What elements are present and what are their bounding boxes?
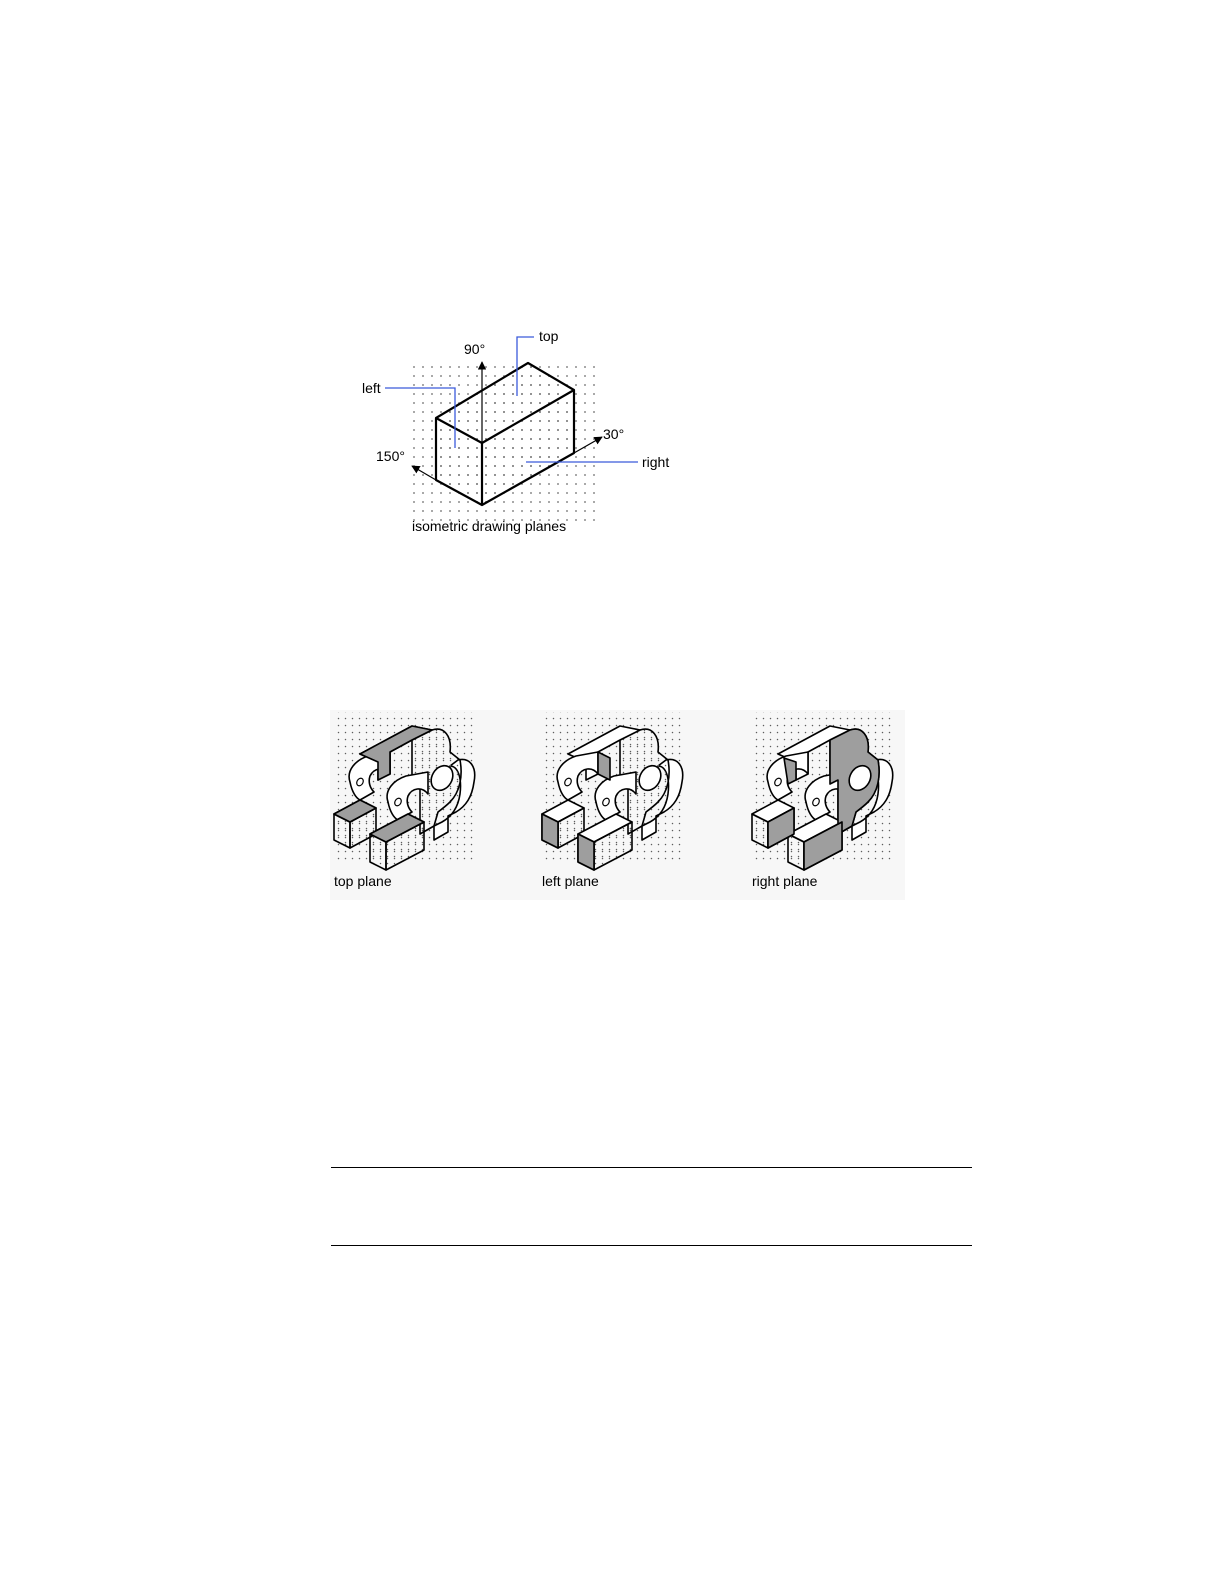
horizontal-rule-lower bbox=[331, 1245, 972, 1246]
panel-caption: top plane bbox=[334, 873, 392, 889]
label-150: 150° bbox=[376, 448, 405, 464]
label-30: 30° bbox=[603, 426, 625, 442]
figure-caption: isometric drawing planes bbox=[412, 518, 567, 534]
label-left: left bbox=[362, 380, 381, 396]
isoplane-panels-figure bbox=[330, 710, 905, 900]
panel-caption: right plane bbox=[752, 873, 818, 889]
label-right: right bbox=[642, 454, 670, 470]
panel-caption: left plane bbox=[542, 873, 599, 889]
isometric-planes-figure bbox=[340, 320, 700, 550]
label-90: 90° bbox=[464, 341, 486, 357]
label-top: top bbox=[539, 328, 559, 344]
horizontal-rule-upper bbox=[331, 1167, 972, 1168]
